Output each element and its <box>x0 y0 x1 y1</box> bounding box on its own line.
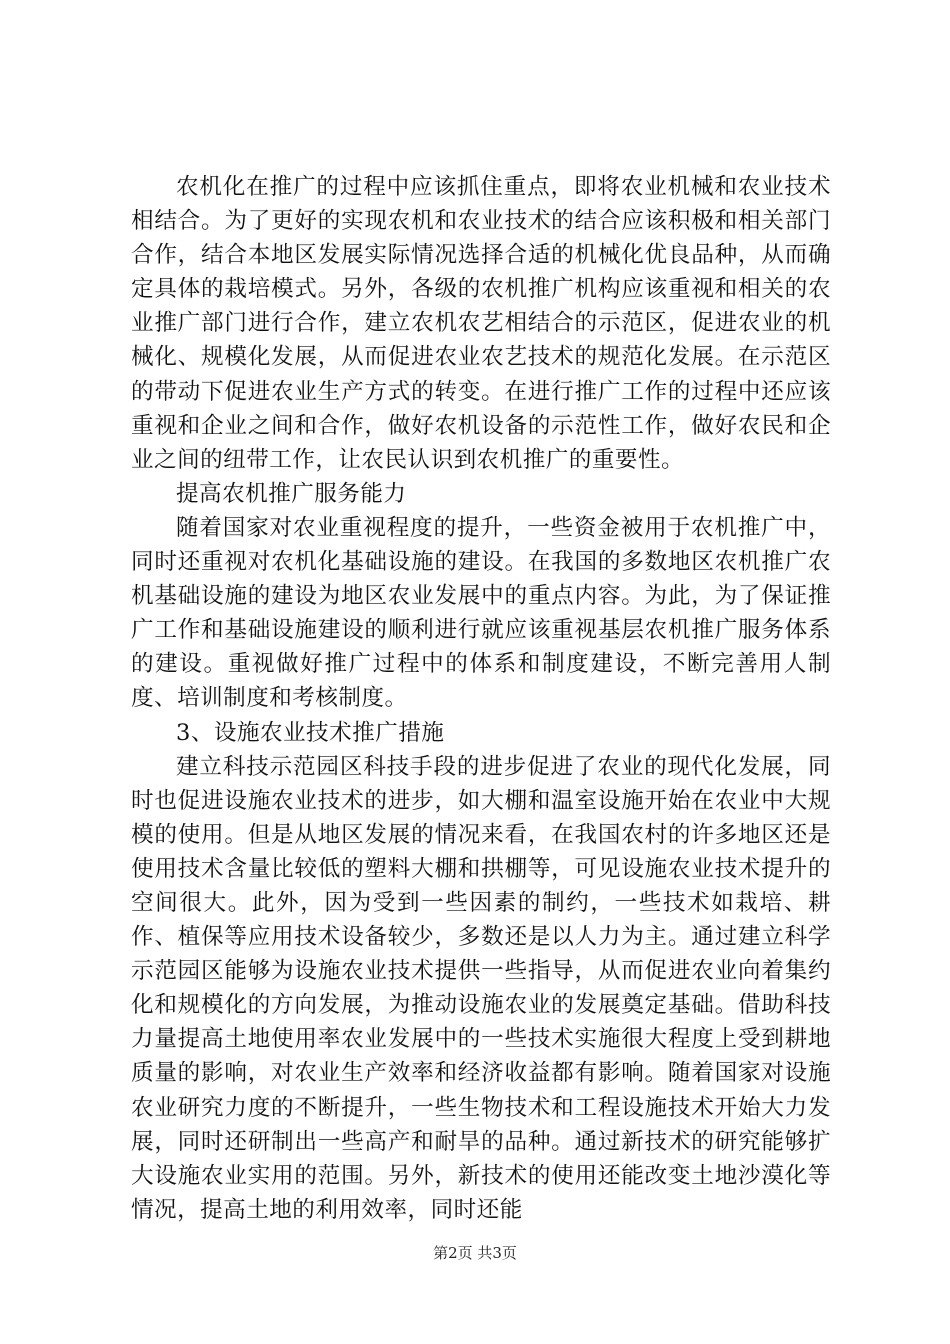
heading-facility-agriculture-measures: 3、设施农业技术推广措施 <box>176 719 445 746</box>
document-body <box>131 170 831 1227</box>
paragraph-agri-mechanization-integration: 农机化在推广的过程中应该抓住重点，即将农业机械和农业技术相结合。为了更好的实现农机和农业技术的结合应该积极和相关部门合作，结合本地区发展实际情况选择合适的机械化优良品种，从而确定具体的栽培模式。另外，各级的农机推广机构应该重视和相关的农业推广部门进行合作，建立农机农艺相结合的示范区，促进农业的机械化、规模化发展，从而促进农业农艺技术的规范化发展。在示范区的带动下促进农业生产方式的转变。在进行推广工作的过程中还应该重视和企业之间和合作，做好农机设备的示范性工作，做好农民和企业之间的纽带工作，让农民认识到农机推广的重要性。 <box>131 174 831 473</box>
heading-improve-service-capacity: 提高农机推广服务能力 <box>176 480 407 507</box>
paragraph-facility-agriculture: 建立科技示范园区科技手段的进步促进了农业的现代化发展，同时也促进设施农业技术的进步，如大棚和温室设施开始在农业中大规模的使用。但是从地区发展的情况来看，在我国农村的许多地区还是使用技术含量比较低的塑料大棚和拱棚等，可见设施农业技术提升的空间很大。此外，因为受到一些因素的制约，一些技术如栽培、耕作、植保等应用技术设备较少，多数还是以人力为主。通过建立科学示范园区能够为设施农业技术提供一些指导，从而促进农业向着集约化和规模化的方向发展，为推动设施农业的发展奠定基础。借助科技力量提高土地使用率农业发展中的一些技术实施很大程度上受到耕地质量的影响，对农业生产效率和经济收益都有影响。随着国家对设施农业研究力度的不断提升，一些生物技术和工程设施技术开始大力发展，同时还研制出一些高产和耐旱的品种。通过新技术的研究能够扩大设施农业实用的范围。另外，新技术的使用还能改变土地沙漠化等情况，提高土地的利用效率，同时还能 <box>131 753 831 1223</box>
paragraph-service-capacity: 随着国家对农业重视程度的提升，一些资金被用于农机推广中，同时还重视对农机化基础设施的建设。在我国的多数地区农机推广农机基础设施的建设为地区农业发展中的重点内容。为此，为了保证推广工作和基础设施建设的顺利进行就应该重视基层农机推广服务体系的建设。重视做好推广过程中的体系和制度建设，不断完善用人制度、培训制度和考核制度。 <box>131 514 831 712</box>
page-number-footer: 第2页 共3页 <box>433 1244 517 1262</box>
